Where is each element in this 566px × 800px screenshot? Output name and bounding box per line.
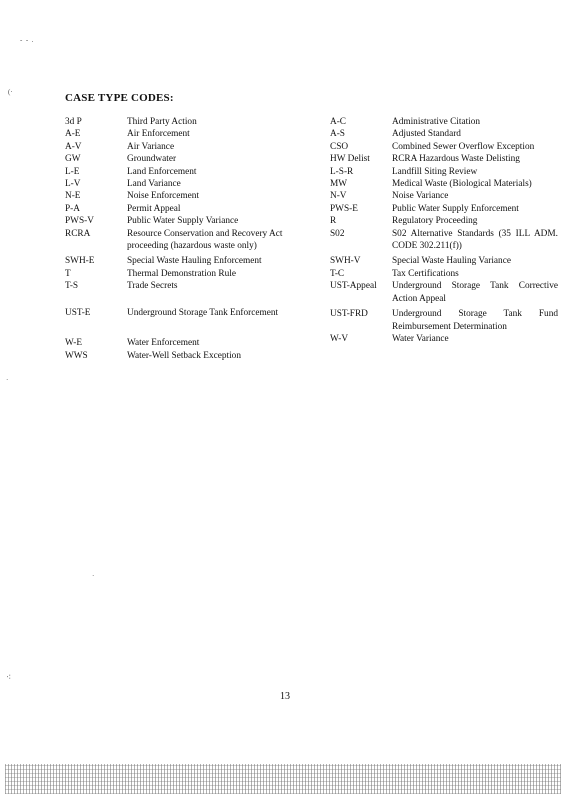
case-code: UST-FRD bbox=[330, 309, 368, 320]
case-description: Underground Storage Tank Corrective Action Appeal bbox=[392, 281, 558, 304]
case-code: W-V bbox=[330, 333, 349, 344]
code-entry bbox=[330, 308, 558, 333]
case-code: 3d P bbox=[65, 117, 82, 127]
code-entry bbox=[65, 203, 320, 215]
page-heading: CASE TYPE CODES: bbox=[65, 92, 174, 104]
case-code: W-E bbox=[65, 338, 83, 349]
case-description: Resource Conservation and Recovery Act proceeding (hazardous waste only) bbox=[127, 228, 283, 252]
case-description: Special Waste Hauling Variance bbox=[392, 256, 511, 267]
code-entry bbox=[330, 141, 558, 153]
case-description: Landfill Siting Review bbox=[392, 166, 478, 177]
code-entry bbox=[65, 350, 320, 362]
case-code: L-V bbox=[65, 179, 81, 190]
case-description: Adjusted Standard bbox=[392, 129, 461, 140]
case-code: L-S-R bbox=[330, 166, 354, 177]
case-description: Noise Enforcement bbox=[127, 191, 200, 202]
code-entry bbox=[330, 215, 558, 227]
case-description: Special Waste Hauling Enforcement bbox=[127, 256, 262, 267]
case-description: Noise Variance bbox=[392, 191, 449, 202]
case-code: L-E bbox=[65, 166, 80, 177]
case-description: Administrative Citation bbox=[392, 117, 481, 127]
left-code-column bbox=[65, 116, 320, 362]
case-code: R bbox=[330, 216, 337, 227]
case-description: Regulatory Proceeding bbox=[392, 216, 478, 227]
case-description: Public Water Supply Variance bbox=[127, 216, 239, 227]
case-description: Trade Secrets bbox=[127, 281, 178, 292]
case-description: Water Enforcement bbox=[127, 338, 200, 349]
case-description: Air Enforcement bbox=[127, 129, 190, 140]
case-description: Underground Storage Tank Enforcement bbox=[127, 307, 279, 318]
code-entry bbox=[330, 166, 558, 178]
case-description: Air Variance bbox=[127, 141, 175, 152]
code-entry bbox=[65, 228, 320, 253]
case-description: Groundwater bbox=[127, 154, 177, 165]
case-code: UST-Appeal bbox=[330, 281, 377, 292]
code-entry bbox=[65, 141, 320, 153]
code-entry bbox=[330, 268, 558, 280]
code-entry bbox=[65, 178, 320, 190]
code-entry bbox=[330, 333, 558, 345]
case-code: N-V bbox=[330, 191, 347, 202]
case-code: A-V bbox=[65, 141, 82, 152]
code-entry bbox=[65, 280, 320, 292]
case-description: Water Variance bbox=[392, 333, 449, 344]
case-code: A-E bbox=[65, 129, 81, 140]
code-entry bbox=[330, 190, 558, 202]
code-entry bbox=[65, 128, 320, 140]
code-entry bbox=[330, 153, 558, 165]
case-code: MW bbox=[330, 179, 348, 190]
case-description: Third Party Action bbox=[127, 117, 197, 127]
case-code: A-C bbox=[330, 117, 347, 127]
case-description: Public Water Supply Enforcement bbox=[392, 203, 519, 214]
case-description: Medical Waste (Biological Materials) bbox=[392, 179, 532, 190]
code-entry bbox=[330, 203, 558, 215]
case-code: T-S bbox=[65, 281, 79, 292]
code-entry bbox=[65, 268, 320, 280]
code-entry bbox=[65, 255, 320, 267]
code-entry bbox=[65, 190, 320, 202]
scan-speck: - - . bbox=[20, 36, 34, 44]
right-code-column bbox=[330, 116, 558, 345]
case-code: UST-E bbox=[65, 307, 91, 318]
case-description: Thermal Demonstration Rule bbox=[127, 268, 236, 279]
scan-speck: · bbox=[92, 572, 95, 580]
case-code: PWS-V bbox=[65, 216, 94, 227]
code-entry bbox=[330, 228, 558, 253]
case-description: Land Enforcement bbox=[127, 166, 197, 177]
case-code: WWS bbox=[65, 350, 88, 361]
case-code: T bbox=[65, 268, 71, 279]
code-entry bbox=[330, 280, 558, 305]
code-entry bbox=[65, 153, 320, 165]
case-code: SWH-V bbox=[330, 256, 361, 267]
code-entry bbox=[330, 128, 558, 140]
case-code: GW bbox=[65, 154, 81, 165]
case-code: SWH-E bbox=[65, 256, 95, 267]
scan-speck: (· bbox=[8, 88, 13, 96]
code-entry bbox=[65, 166, 320, 178]
case-code: T-C bbox=[330, 268, 345, 279]
case-code: S02 bbox=[330, 228, 345, 239]
case-code: HW Delist bbox=[330, 154, 370, 165]
code-entry bbox=[65, 215, 320, 227]
code-entry bbox=[330, 116, 558, 128]
code-entry bbox=[330, 255, 558, 267]
code-entry bbox=[330, 178, 558, 190]
case-description: Land Variance bbox=[127, 179, 181, 190]
case-code: P-A bbox=[65, 203, 80, 214]
code-entry bbox=[65, 337, 320, 349]
case-code: CSO bbox=[330, 141, 349, 152]
case-description: Water-Well Setback Exception bbox=[127, 350, 241, 361]
scan-speck: ⁖ bbox=[6, 672, 12, 682]
code-entry bbox=[65, 307, 320, 319]
case-code: A-S bbox=[330, 129, 345, 140]
case-description: S02 Alternative Standards (35 ILL ADM. CODE 302.211(f)) bbox=[392, 228, 558, 252]
scan-speck: · bbox=[6, 376, 9, 384]
code-entry bbox=[65, 116, 320, 128]
case-description: Tax Certifications bbox=[392, 268, 459, 279]
case-description: Combined Sewer Overflow Exception bbox=[392, 141, 535, 152]
case-code: N-E bbox=[65, 191, 81, 202]
case-description: Permit Appeal bbox=[127, 203, 181, 214]
scan-noise-strip bbox=[5, 764, 561, 794]
case-description: RCRA Hazardous Waste Delisting bbox=[392, 154, 520, 165]
page-number: 13 bbox=[280, 691, 290, 702]
case-code: PWS-E bbox=[330, 203, 358, 214]
case-description: Underground Storage Tank Fund Reimbursement Determination bbox=[392, 309, 558, 332]
case-code: RCRA bbox=[65, 228, 91, 239]
